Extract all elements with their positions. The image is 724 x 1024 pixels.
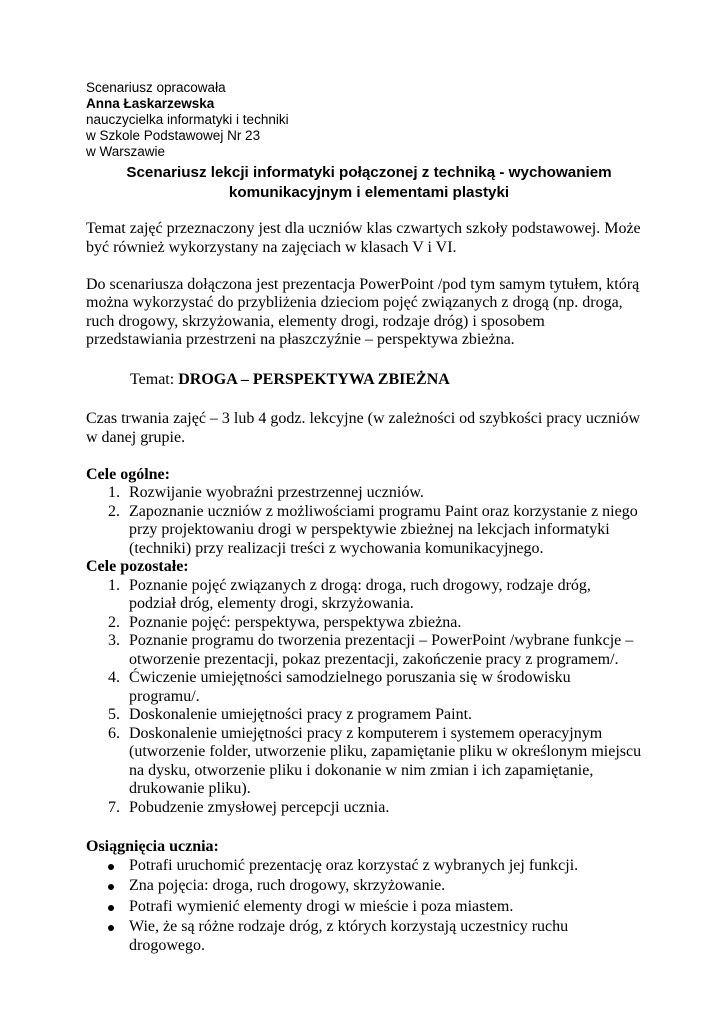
topic-label: Temat: bbox=[130, 370, 179, 388]
author-school: w Szkole Podstawowej Nr 23 bbox=[86, 128, 261, 143]
list-item bbox=[86, 857, 652, 876]
list-item bbox=[86, 503, 652, 559]
text-line: Czas trwania zajęć – 3 lub 4 godz. lekcyjne (w zależności od szybkości pracy uczniów bbox=[86, 410, 641, 427]
text-line: otworzenie prezentacji, pokaz prezentacji, zakończenie pracy z programem/. bbox=[129, 650, 619, 668]
list-item bbox=[86, 898, 652, 917]
list-item bbox=[86, 632, 652, 669]
text-line: Zna pojęcia: droga, ruch drogowy, skrzyżowanie. bbox=[129, 877, 446, 894]
list-number: 6. bbox=[108, 724, 120, 742]
list-number: 2. bbox=[108, 613, 120, 631]
list-item bbox=[86, 799, 652, 818]
duration-paragraph bbox=[86, 410, 652, 447]
text-line: Doskonalenie umiejętności pracy z programem Paint. bbox=[129, 706, 473, 723]
document-title bbox=[86, 163, 652, 203]
author-role: nauczycielka informatyki i techniki bbox=[86, 112, 289, 127]
title-line-2: komunikacyjnym i elementami plastyki bbox=[228, 184, 510, 201]
author-block bbox=[86, 80, 646, 160]
text-line: Pobudzenie zmysłowej percepcji ucznia. bbox=[129, 798, 390, 816]
text-line: ruch drogowy, skrzyżowania, elementy drogi, rodzaje dróg) i sposobem bbox=[86, 312, 545, 330]
text-line: Doskonalenie umiejętności pracy z komputerem i systemem operacyjnym bbox=[129, 724, 603, 742]
list-item bbox=[86, 725, 652, 799]
list-item bbox=[86, 614, 652, 633]
text-line: (utworzenie folder, utworzenie pliku, zapamiętanie pliku w określonym miejscu bbox=[129, 743, 642, 760]
author-intro: Scenariusz opracowała bbox=[86, 80, 226, 95]
bullet-icon bbox=[108, 905, 114, 911]
text-line: przedstawiania przestrzeni na płaszczyźnie – perspektywa zbieżna. bbox=[86, 331, 515, 348]
text-line: drogowego. bbox=[129, 936, 205, 954]
intro-paragraph-2 bbox=[86, 276, 652, 350]
text-line: Ćwiczenie umiejętności samodzielnego poruszania się w środowisku bbox=[129, 669, 571, 686]
list-number: 4. bbox=[108, 669, 120, 686]
text-line: Poznanie pojęć: perspektywa, perspektywa zbieżna. bbox=[129, 613, 462, 631]
lesson-topic bbox=[86, 371, 652, 390]
text-line: drukowanie pliku). bbox=[129, 780, 251, 797]
list-item bbox=[86, 577, 652, 614]
title-line-1: Scenariusz lekcji informatyki połączonej z techniką - wychowaniem bbox=[126, 164, 612, 181]
text-line: przy projektowaniu drogi w perspektywie zbieżnej na lekcjach informatyki bbox=[129, 521, 610, 538]
list-number: 7. bbox=[108, 798, 120, 816]
list-item bbox=[86, 706, 652, 725]
other-goals-list bbox=[86, 577, 652, 818]
list-number: 5. bbox=[108, 706, 120, 723]
list-item bbox=[86, 918, 652, 955]
text-line: Rozwijanie wyobraźni przestrzennej uczniów. bbox=[129, 484, 424, 501]
list-number: 2. bbox=[108, 502, 120, 520]
general-goals-list bbox=[86, 484, 652, 558]
text-line: można wykorzystać do przybliżenia dzieciom pojęć związanych z drogą (np. droga, bbox=[86, 294, 623, 311]
text-line: Wie, że są różne rodzaje dróg, z których korzystają uczestnicy ruchu bbox=[129, 918, 569, 935]
text-line: Potrafi wymienić elementy drogi w mieście i poza miastem. bbox=[129, 897, 514, 915]
document-body bbox=[86, 220, 652, 957]
text-line: być również wykorzystany na zajęciach w klasach V i VI. bbox=[86, 238, 457, 256]
list-number: 1. bbox=[108, 484, 120, 501]
general-goals-heading: Cele ogólne: bbox=[86, 465, 170, 483]
text-line: Zapoznanie uczniów z możliwościami programu Paint oraz korzystanie z niego bbox=[129, 502, 638, 520]
intro-paragraph-1 bbox=[86, 220, 652, 257]
author-name: Anna Łaskarzewska bbox=[86, 96, 215, 111]
text-line: Do scenariusza dołączona jest prezentacja PowerPoint /pod tym samym tytułem, którą bbox=[86, 275, 640, 293]
text-line: (techniki) przy realizacji treści z wychowania komunikacyjnego. bbox=[129, 539, 544, 557]
text-line: w danej grupie. bbox=[86, 428, 186, 446]
text-line: Temat zajęć przeznaczony jest dla uczniów klas czwartych szkoły podstawowej. Może bbox=[86, 220, 641, 237]
text-line: Poznanie pojęć związanych z drogą: droga, ruch drogowy, rodzaje dróg, bbox=[129, 576, 591, 594]
text-line: podział dróg, elementy drogi, skrzyżowania. bbox=[129, 595, 414, 612]
achievements-heading: Osiągnięcia ucznia: bbox=[86, 838, 219, 855]
author-city: w Warszawie bbox=[86, 144, 166, 159]
text-line: Potrafi uruchomić prezentację oraz korzystać z wybranych jej funkcji. bbox=[129, 856, 579, 874]
list-item bbox=[86, 877, 652, 896]
list-item bbox=[86, 669, 652, 706]
text-line: na dysku, otworzenie pliku i dokonanie w nim zmian i ich zapamiętanie, bbox=[129, 761, 594, 779]
text-line: Poznanie programu do tworzenia prezentacji – PowerPoint /wybrane funkcje – bbox=[129, 632, 634, 649]
list-number: 3. bbox=[108, 632, 120, 649]
list-number: 1. bbox=[108, 576, 120, 594]
topic-value: DROGA – PERSPEKTYWA ZBIEŻNA bbox=[178, 370, 450, 388]
other-goals-heading: Cele pozostałe: bbox=[86, 558, 189, 575]
text-line: programu/. bbox=[129, 687, 200, 705]
bullet-icon bbox=[108, 884, 114, 890]
bullet-icon bbox=[108, 925, 114, 931]
achievements-list bbox=[86, 857, 652, 956]
list-item bbox=[86, 484, 652, 503]
bullet-icon bbox=[108, 864, 114, 870]
